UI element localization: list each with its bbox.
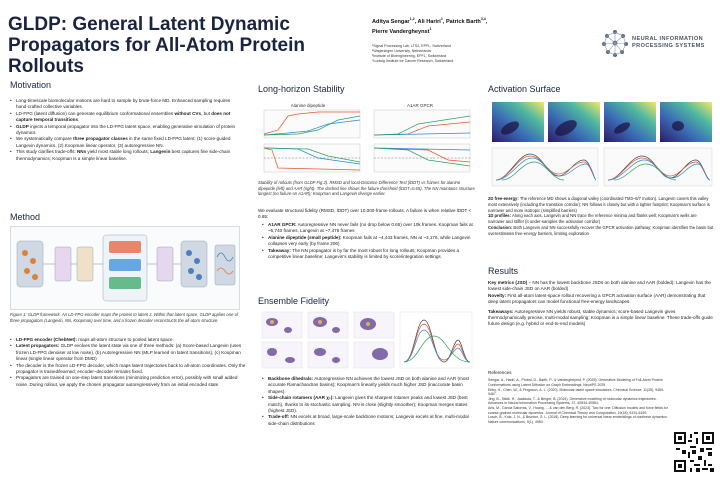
author-1: Aditya Sengar [372,18,410,25]
stability-plots [258,100,476,178]
method-item: • Propagators are trained on one-step latent transitions (minimizing prediction error), possibly with small added noise. During rollout, we apply the chosen propagator autoregressively from an initial encoded state [10,375,246,388]
affiliations [372,44,592,64]
activation-note: 2D free-energy: The reference MD shows a diagonal valley (coordinated TM3–6/7 motion). Langevin covers this valley most extensively (including the transition corridor); NN follows it closely but with a tighter footprint; Koopman's surface is narrower and more isotropic (simplified barriers) [488,196,710,213]
authors [372,16,592,37]
motivation-list [10,98,240,162]
neurips-logo [598,18,716,68]
method-figure [10,226,240,310]
method-list [10,337,246,388]
method-item: • The decoder is the frozen LD-FPG decoder, which maps latent trajectories back to all-atom coordinates. Only the propagator is trained/learned; encoder–decoder remains fixed. [10,363,246,376]
reference-item: Jing, B., Stärk, H., Jaakkola, T., & Berger, B. (2024). Generative modeling of molecular dynamics trajectories. Advances in Neural Information Processing Systems, 37, 40534-40564. [488,396,657,406]
method-item: • LD-FPG encoder (ChebNet): maps all-atom structure to pooled latent space. [10,337,246,343]
activation-notes [488,196,714,237]
method-item: • Latent propagators: GLDP evolves the latent state via one of three methods: (a) Score-based Langevin (uses frozen LD-FPG denoiser at low noise), (b) Autoregressive NN (MLP learned on latent transitions), (c) Koopman linear (single linear operator from DMD) [10,343,246,362]
ensemble-list [262,376,476,427]
results-body [488,280,714,328]
activation-plots [488,98,714,190]
stability-list [262,222,476,260]
qr-code[interactable] [674,432,714,472]
panel-left-title: Alanine dipeptide [290,103,326,108]
ensemble-figure [258,310,476,372]
activation-figure [488,98,714,190]
title-line-1: GLDP: General Latent Dynamic [8,14,290,35]
stability-intro: We evaluate structural fidelity (RMSD, lDDT) over 10,000-frame rollouts. A failure is when relative lDDT < 0.65: [258,208,472,220]
stability-caption: Stability of rollouts (from GLDP Fig 2). RMSD and local-Distance Difference Test (lDDT) vs frames for alanine dipeptide (left) and AAR (right). The dashed line shows the failure threshold (lDDT=0.65). The NN maintains structure longest (no failure on A1AR); Koopman and Langevin diverge earlier. [258,180,475,197]
motivation-item: • GLDP injects a temporal propagator into the LD-FPG latent space, enabling generative simulation of protein dynamics. [10,124,240,137]
activation-heading: Activation Surface [488,84,561,94]
author-1-sup: 1,2 [409,17,415,21]
poster-title [8,14,368,77]
stability-item: • Alanine dipeptide (small peptide): Koopman fails at ~4,443 frames, NN at ~3,176, while Langevin collapses very early (by frame 206) [262,235,476,248]
neurips-logo-icon [598,26,632,60]
panel-right-title: A1AR GPCR [406,103,434,108]
author-2-sup: 1 [440,17,443,21]
motivation-item: • LD-FPG (latent diffusion) can generate equilibrium conformational ensembles without CVs, but does not capture temporal transitions. [10,111,240,124]
author-4-sup: 1 [429,27,432,32]
author-3: , Patrick Barth [442,18,481,25]
reference-item: Ebby, H., Chen, W., & Ferguson, A. L. (2020). Molecular latent space simulators. Chemical Science, 11(35), 9459-9467. [488,387,665,397]
stability-figure [258,100,476,178]
stability-heading: Long-horizon Stability [258,84,345,94]
ensemble-heading: Ensemble Fidelity [258,296,330,306]
ensemble-plots [258,310,476,372]
affiliation-4: ⁴Ludwig Institute for Cancer Research, Switzerland. [372,59,455,63]
method-caption: Figure 1: GLDP framework. An LD-FPG encoder maps the protein to latent z. Within that latent space, GLDP applies one of three propagators (Langevin, NN, Koopman) over time, and a frozen decoder reconstructs the all-atom structure. [10,312,239,323]
author-2: , Ali Hariri [414,18,441,25]
reference-item: Sengar, A., Hariri, A., Probst, D., Barth, P., & Vandergheynst, P. (2025). Generative Modeling of Full-Atom Protein Conformations using Latent Diffusion on Graph Embeddings. NeurIPS 2025. [488,378,663,387]
activation-note: 1D profiles: Along each axis, Langevin and NN trace the reference minima and flanks well; Koopman's wells are narrower and stiffer (it under-samples the activation corridor) [488,213,697,225]
author-3-sup: 3,4 [480,17,486,21]
results-paragraph: Key metrics (JSD) – NN has the lowest backbone JSDs on both alanine and AAR (bolded); Langevin has the lowest side-chain JSD on AAR (bolded) [488,280,711,292]
results-paragraph: Novelty: First all-atom latent-space rollout recovering a GPCR activation surface (AAR) demonstrating that deep latent propagators can model functional free-energy landscapes. [488,292,706,305]
reference-item: Lusch, B., Kutz, J. N., & Brunton, S. L. (2018). Deep learning for universal linear embeddings of nonlinear dynamics. Nature communications, 9(1), 4950. [488,415,668,424]
references [488,370,668,424]
author-sep: , [485,18,488,25]
results-paragraph: Takeaways: Autoregressive NN yields robust, stable dynamics; score-based Langevin gives thermodynamically precise, multi-modal sampling; Koopman is a simple linear baseline. These trade-offs guide future design (e.g. hybrid or end-to-end models) [488,308,713,327]
activation-note: Conclusion: Both Langevin and NN successfully recover the GPCR activation pathway; Koopman identifies the basin but overestimates free-energy barriers, limiting exploration [488,224,714,236]
qr-code-icon [674,432,714,472]
ensemble-item: • Side-chain rotamers (AAR χ₁): Langevin gives the sharpest rotamer peaks and lowest JSD (best match), thanks to its stochastic sampling. NN is close (slightly smoother); Koopman merges states (highest JSD). [262,395,476,414]
affiliation-3: ³Institute of Bioengineering, EPFL, Switzerland [372,54,447,58]
ensemble-item: • Trade-off: NN excels at broad, large-scale backbone motions; Langevin excels at fine, multi-modal side-chain distributions [262,414,476,427]
results-heading: Results [488,266,519,276]
references-title: References [488,370,512,375]
stability-item: • A1AR GPCR: Autoregressive NN never fails (no drop below 0.65) over 10k frames. Koopman fails at ~5,740 frames, Langevin at ~7,476 frames [262,222,476,235]
title-line-2: Propagators for All-Atom Protein Rollouts [8,35,305,77]
affiliation-1: ¹Signal Processing Lab, LTS2, EPFL, Switzerland [372,44,451,48]
author-4: Pierre Vandergheynst [372,29,430,36]
motivation-item: • We systematically compare three propagator classes in the same fixed LD-FPG latent: (1) score-guided Langevin dynamics, (2) Koopman linear operator, (3) autoregressive NN. [10,136,240,149]
logo-text-line-1: NEURAL INFORMATION [632,36,704,42]
method-heading: Method [10,212,41,222]
stability-item: • Takeaway: The NN propagator is by far the most robust for long rollouts; Koopman provides a competitive linear baseline; Langevin's stability is limited by score/integration settings [262,248,476,261]
affiliation-2: ²Wageningen University, Netherlands [372,49,432,53]
motivation-item: • Long-timescale biomolecular motions are hard to sample by brute-force MD. Enhanced sampling requires hand-crafted collective variables. [10,98,240,111]
reference-item: Arts, M., Garcia Satorras, V., Huang, ... & van den Berg, R. (2023). Two for one: Diffusion models and force fields for coarse-grained molecular dynamics. Journal of Chemical Theory and Computation, 19(18), 6151-6159. [488,405,668,415]
logo-text-line-2: PROCESSING SYSTEMS [632,43,705,49]
motivation-item: • This study clarifies trade-offs: NNs yield most stable long rollouts; Langevin best captures fine side-chain thermodynamics; Koopman is a simple linear baseline. [10,149,240,162]
motivation-heading: Motivation [10,80,52,90]
method-diagram [11,227,241,311]
ensemble-item: • Backbone dihedrals: Autoregressive NN achieves the lowest JSD on both alanine and AAR (most accurate Ramachandran basins); Koopman's linearity yields much higher JSD (inaccurate basin shapes). [262,376,476,395]
